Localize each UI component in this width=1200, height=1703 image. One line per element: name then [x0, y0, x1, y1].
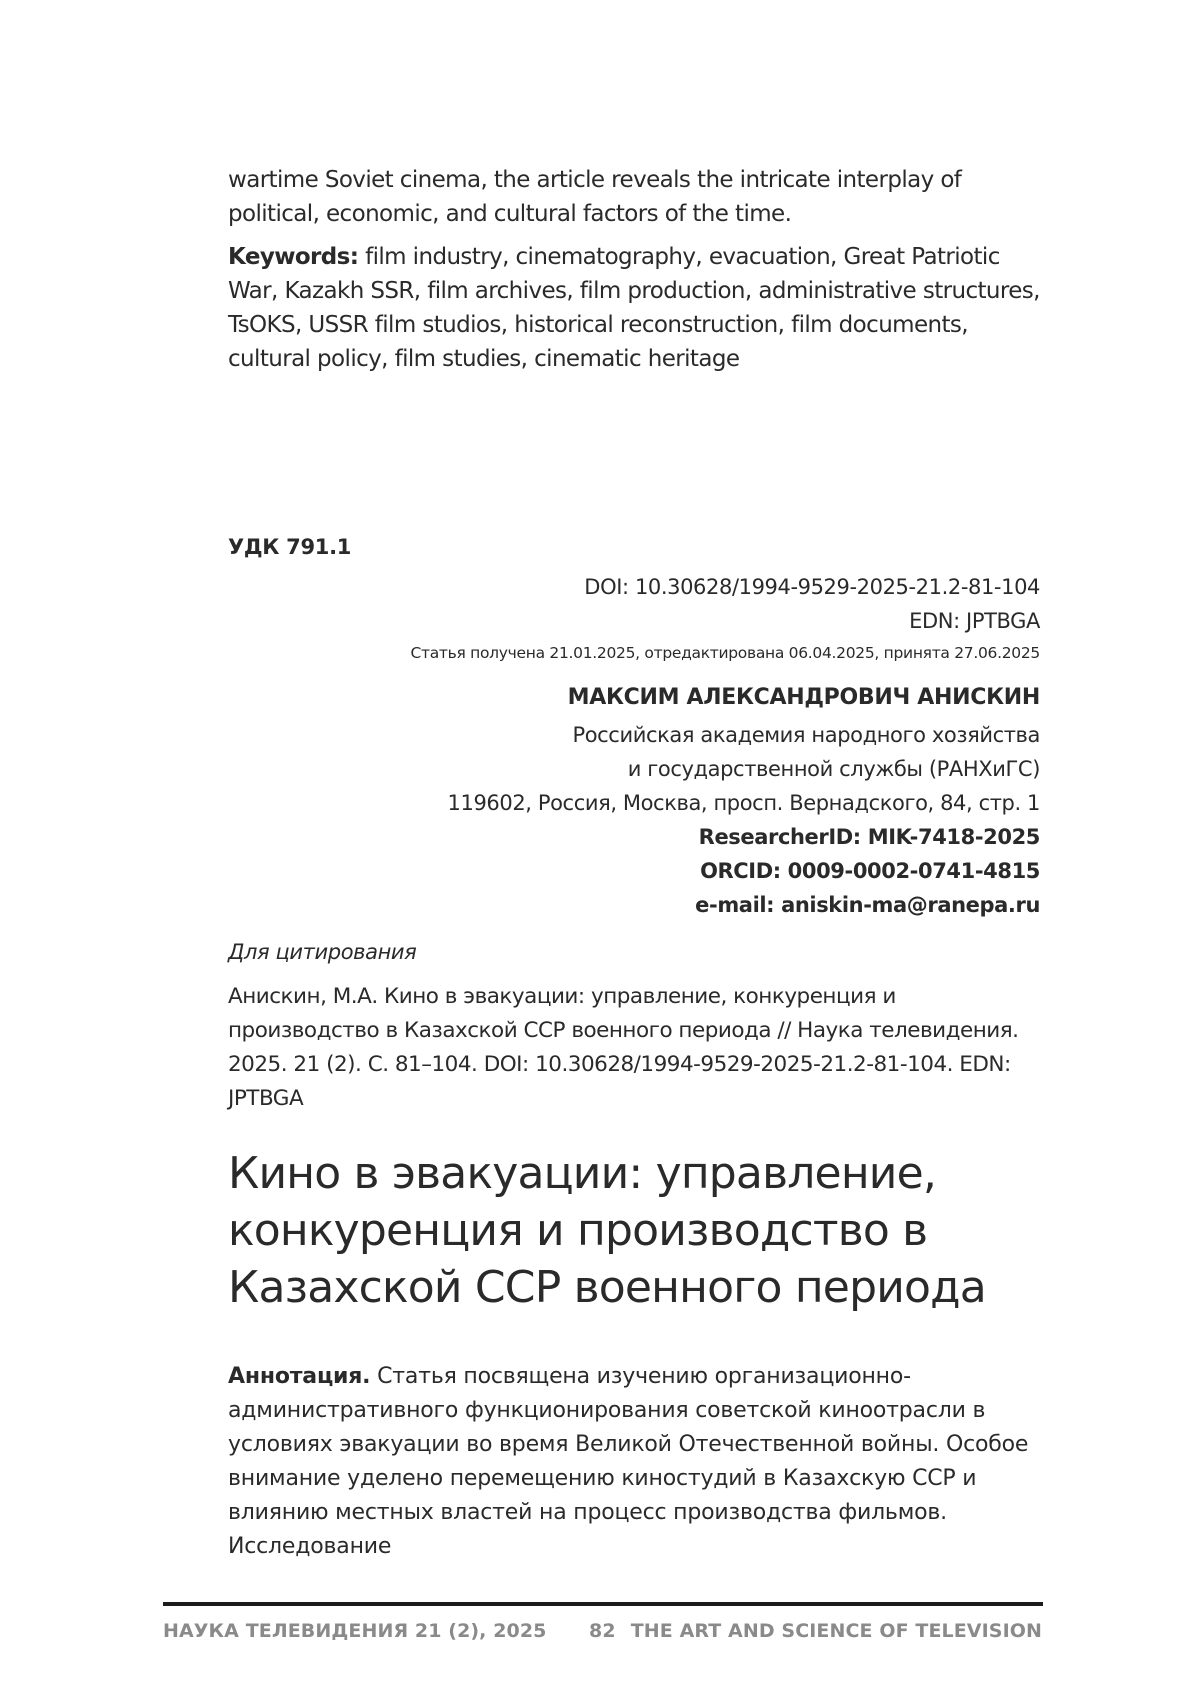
footer-journal-en: THE ART AND SCIENCE OF TELEVISION — [630, 1620, 1042, 1642]
article-title: Кино в эвакуации: управление, конкуренция и производство в Казахской ССР военного периода — [228, 1148, 986, 1313]
footer-journal-ru: НАУКА ТЕЛЕВИДЕНИЯ 21 (2), 2025 — [163, 1620, 547, 1642]
affiliation-line-2: и государственной службы (РАНХиГС) — [627, 757, 1040, 781]
author-email: e-mail: aniskin-ma@ranepa.ru — [695, 893, 1040, 917]
citation-text: Анискин, М.А. Кино в эвакуации: управление, конкуренция и производство в Казахской ССР военного периода // Наука телевидения. 2025. 21 (2). С. 81–104. DOI: 10.30628/1994-9529-2025-21.2-81-104. EDN: JPTBGA — [228, 984, 1019, 1111]
researcher-id: ResearcherID: MIK-7418-2025 — [698, 825, 1040, 849]
article-metadata — [228, 570, 1040, 922]
russian-abstract — [228, 1360, 1040, 1564]
english-abstract-tail: wartime Soviet cinema, the article reveals the intricate interplay of political, economic, and cultural factors of the time. — [228, 167, 962, 227]
keywords-label: Keywords: — [228, 244, 359, 270]
author-address: 119602, Россия, Москва, просп. Вернадского, 84, стр. 1 — [447, 791, 1040, 815]
article-dates: Статья получена 21.01.2025, отредактирована 06.04.2025, принята 27.06.2025 — [410, 644, 1040, 662]
abstract-label: Аннотация. — [228, 1364, 371, 1389]
orcid: ORCID: 0009-0002-0741-4815 — [700, 859, 1040, 883]
abstract-text: Статья посвящена изучению организационно-административного функционирования советской киноотрасли в условиях эвакуации во время Великой Отечественной войны. Особое внимание уделено перемещению киностудий в Казахскую ССР и влиянию местных властей на процесс производства фильмов. Исследование — [228, 1364, 1029, 1559]
keywords-text: film industry, cinematography, evacuation, Great Patriotic War, Kazakh SSR, film archives, film production, administrative structures, TsOKS, USSR film studios, historical reconstruction, film documents, cultural policy, film studies, cinematic heritage — [228, 244, 1040, 372]
page-number: 82 — [589, 1620, 616, 1642]
edn: EDN: JPTBGA — [909, 609, 1040, 633]
udk-code: УДК 791.1 — [228, 535, 352, 559]
citation-label: Для цитирования — [228, 940, 417, 964]
footer-divider — [163, 1602, 1043, 1606]
keywords — [228, 240, 1040, 376]
doi: DOI: 10.30628/1994-9529-2025-21.2-81-104 — [584, 575, 1040, 599]
affiliation-line-1: Российская академия народного хозяйства — [572, 723, 1040, 747]
author-name: МАКСИМ АЛЕКСАНДРОВИЧ АНИСКИН — [567, 685, 1040, 710]
